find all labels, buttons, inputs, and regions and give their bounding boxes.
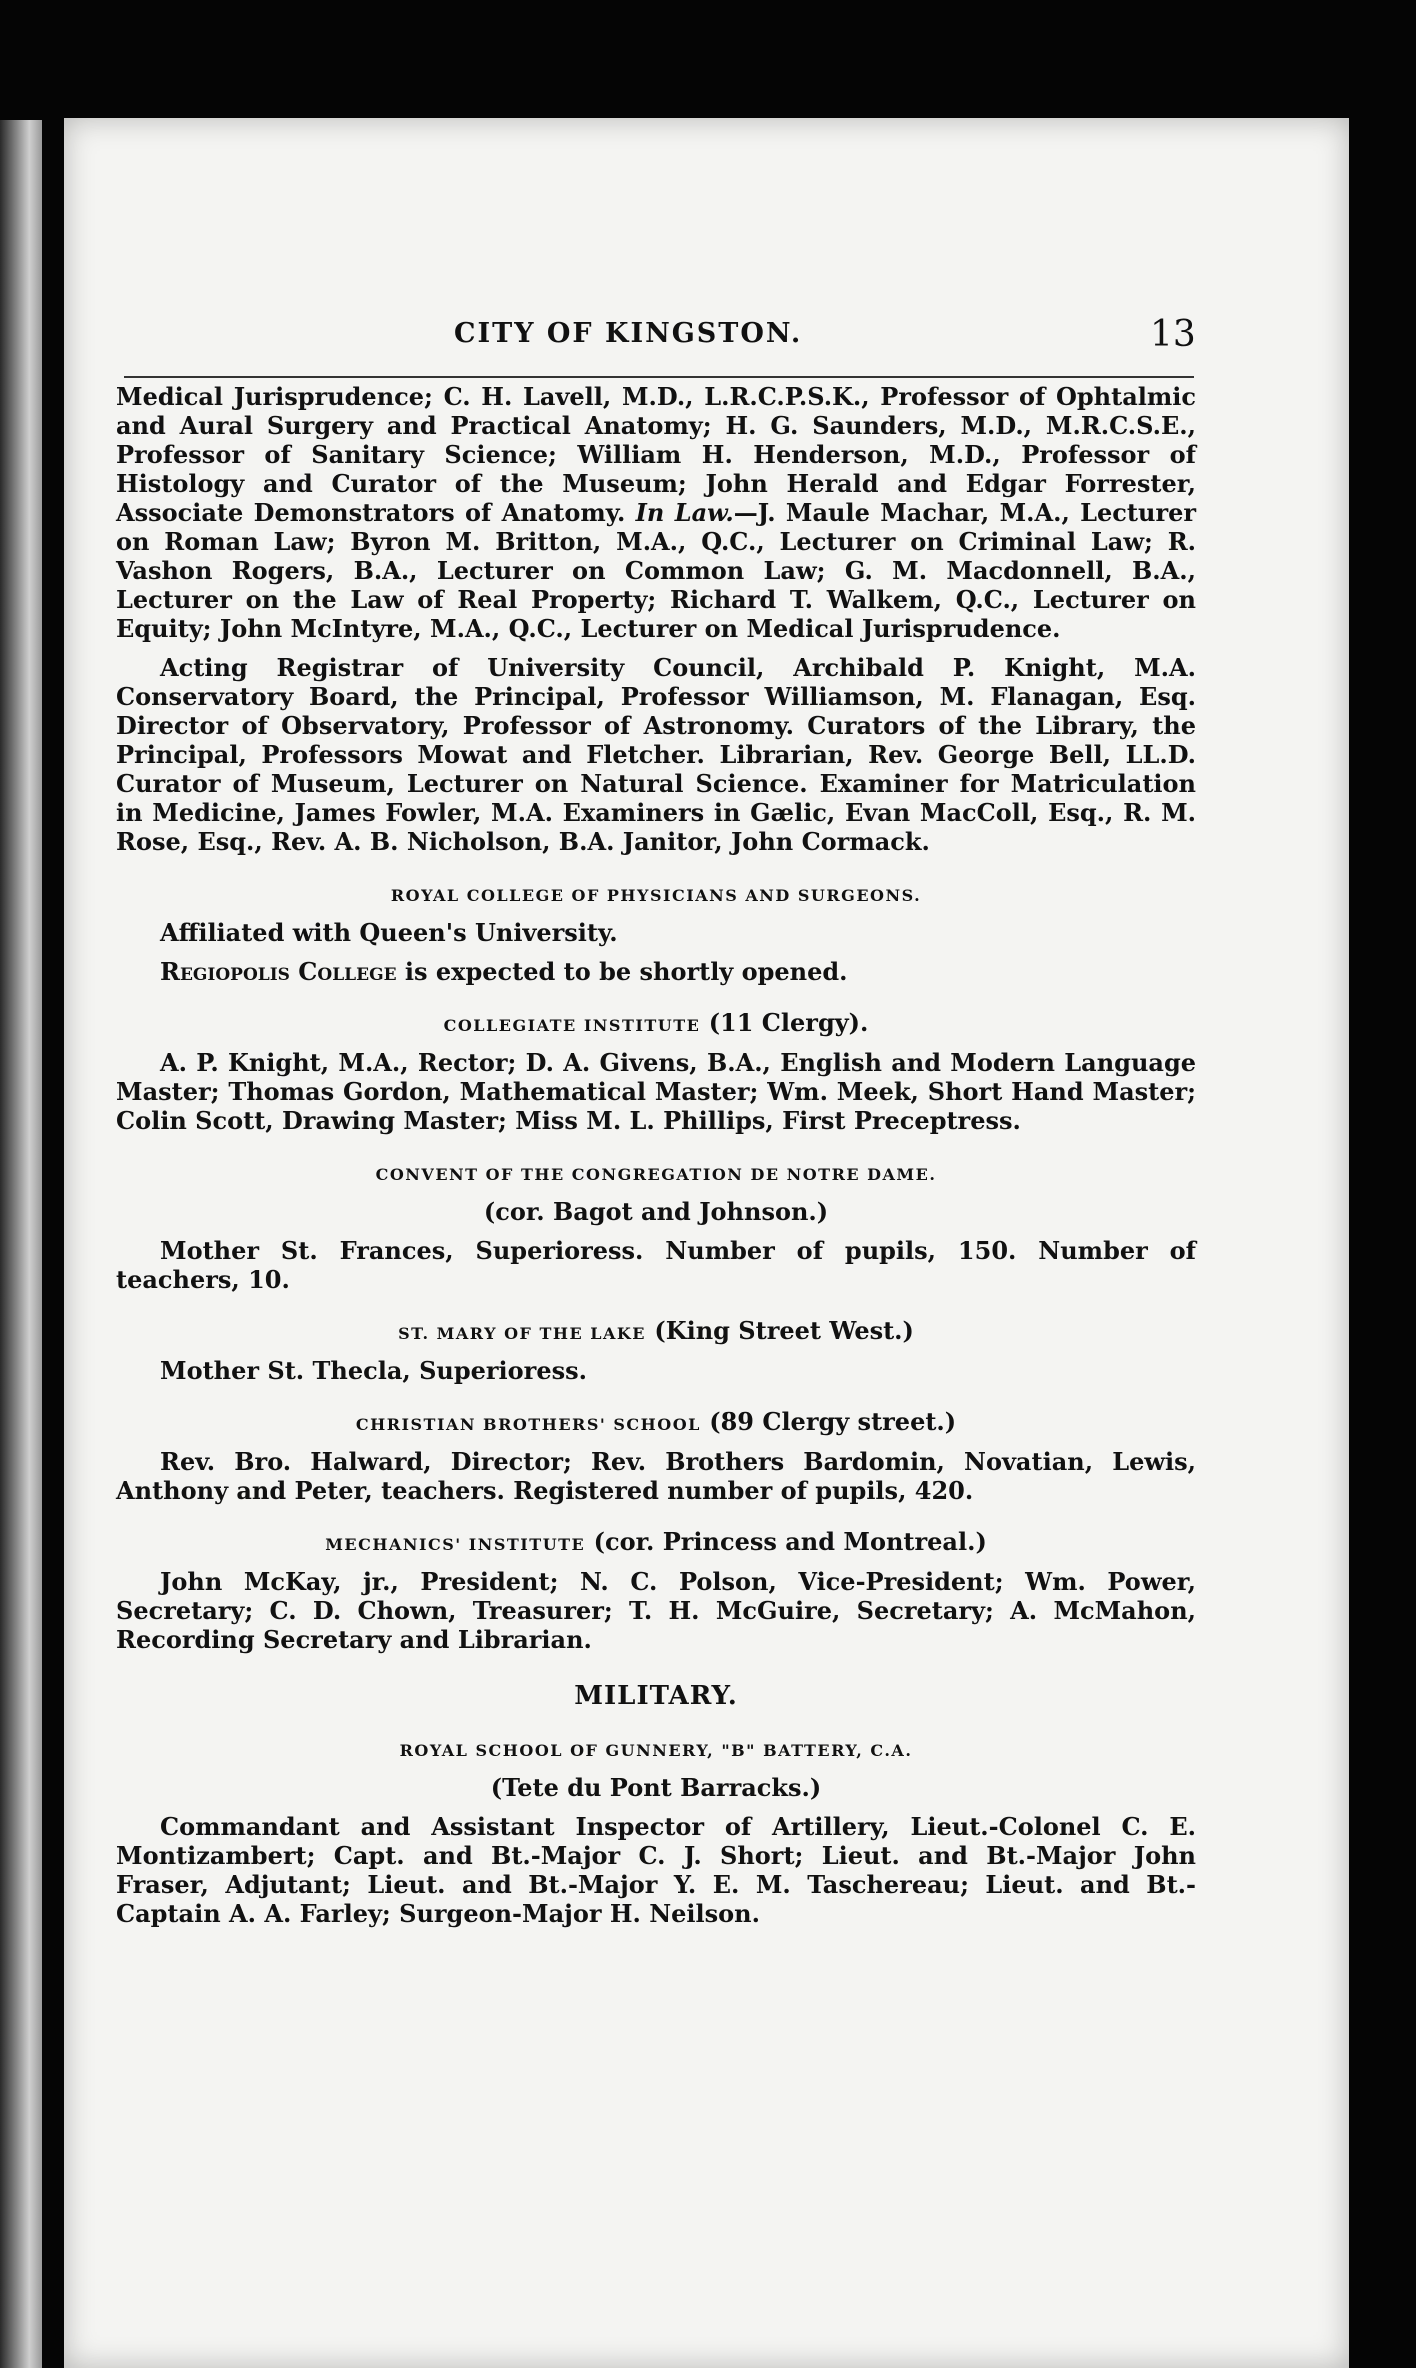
gunnery-title: ROYAL SCHOOL OF GUNNERY, "B" BATTERY, C.A. bbox=[399, 1741, 913, 1760]
christian-brothers-title: CHRISTIAN BROTHERS' SCHOOL bbox=[355, 1415, 701, 1434]
royal-college-affiliation: Affiliated with Queen's University. bbox=[160, 918, 618, 947]
university-officers-paragraph: Acting Registrar of University Council, Archibald P. Knight, M.A. Conservatory Board, the Principal, Professor Williamson, M. Flanagan, Esq. Director of Observatory, Professor of Astronomy. Curators of the Library, the Principal, Professors Mowat and Fletcher. Librarian, Rev. George Bell, LL.D. Curator of Museum, Lecturer on Natural Science. Examiner for Matriculation in Medicine, James Fowler, M.A. Examiners in Gælic, Evan MacColl, Esq., R. M. Rose, Esq., Rev. A. B. Nicholson, B.A. Janitor, John Cormack. bbox=[116, 653, 1196, 856]
christian-brothers-heading bbox=[116, 1407, 1196, 1439]
regiopolis-text: is expected to be shortly opened. bbox=[396, 957, 848, 986]
royal-college-title: ROYAL COLLEGE OF PHYSICIANS AND SURGEONS. bbox=[390, 886, 922, 905]
convent-details: Mother St. Frances, Superioress. Number of pupils, 150. Number of teachers, 10. bbox=[116, 1236, 1196, 1294]
facing-page-edge bbox=[0, 120, 42, 2368]
in-law-label: In Law. bbox=[635, 498, 734, 527]
mechanics-address: (cor. Princess and Montreal.) bbox=[585, 1527, 987, 1556]
royal-college-heading bbox=[116, 878, 1196, 910]
convent-heading bbox=[116, 1157, 1196, 1189]
regiopolis-name: Regiopolis College bbox=[160, 957, 397, 986]
military-title: MILITARY. bbox=[574, 1681, 738, 1711]
mechanics-heading bbox=[116, 1527, 1196, 1559]
st-mary-heading bbox=[116, 1316, 1196, 1348]
collegiate-heading bbox=[116, 1008, 1196, 1040]
gunnery-heading bbox=[116, 1733, 1196, 1765]
faculty-medicine-text: Medical Jurisprudence; C. H. Lavell, M.D., L.R.C.P.S.K., Professor of Ophtalmic and Aural Surgery and Practical Anatomy; H. G. Saunders, M.D., M.R.C.S.E., Professor of Sanitary Science; William H. Henderson, M.D., Professor of Histology and Curator of the Museum; John Herald and Edgar Forrester, Associate Demonstrators of Anatomy. bbox=[116, 382, 1196, 527]
running-head: CITY OF KINGSTON. bbox=[454, 318, 803, 349]
collegiate-staff: A. P. Knight, M.A., Rector; D. A. Givens, B.A., English and Modern Language Master; Thomas Gordon, Mathematical Master; Wm. Meek, Short Hand Master; Colin Scott, Drawing Master; Miss M. L. Phillips, First Preceptress. bbox=[116, 1048, 1196, 1135]
mechanics-title: MECHANICS' INSTITUTE bbox=[325, 1535, 586, 1554]
faculty-law-text: —J. Maule Machar, M.A., Lecturer on Roman Law; Byron M. Britton, M.A., Q.C., Lecturer on Criminal Law; R. Vashon Rogers, B.A., Lecturer on Common Law; G. M. Macdonnell, B.A., Lecturer on the Law of Real Property; Richard T. Walkem, Q.C., Lecturer on Equity; John McIntyre, M.A., Q.C., Lecturer on Medical Jurisprudence. bbox=[116, 498, 1197, 643]
christian-brothers-address: (89 Clergy street.) bbox=[700, 1407, 957, 1436]
gunnery-officers: Commandant and Assistant Inspector of Artillery, Lieut.-Colonel C. E. Montizambert; Capt. and Bt.-Major C. J. Short; Lieut. and Bt.-Major John Fraser, Adjutant; Lieut. and Bt.-Major Y. E. M. Taschereau; Lieut. and Bt.-Captain A. A. Farley; Surgeon-Major H. Neilson. bbox=[116, 1812, 1196, 1928]
page-number: 13 bbox=[1150, 314, 1196, 355]
convent-address: (cor. Bagot and Johnson.) bbox=[483, 1197, 829, 1226]
christian-brothers-details: Rev. Bro. Halward, Director; Rev. Brothers Bardomin, Novatian, Lewis, Anthony and Peter, teachers. Registered number of pupils, 420. bbox=[116, 1447, 1196, 1505]
regiopolis-line bbox=[116, 957, 1196, 986]
book-page bbox=[64, 118, 1349, 2368]
st-mary-title: ST. MARY OF THE LAKE bbox=[398, 1324, 646, 1343]
collegiate-title: COLLEGIATE INSTITUTE bbox=[443, 1016, 701, 1035]
header-rule bbox=[124, 376, 1194, 378]
convent-title: CONVENT OF THE CONGREGATION DE NOTRE DAME. bbox=[375, 1165, 937, 1184]
mechanics-officers: John McKay, jr., President; N. C. Polson, Vice-President; Wm. Power, Secretary; C. D. Chown, Treasurer; T. H. McGuire, Secretary; A. McMahon, Recording Secretary and Librarian. bbox=[116, 1567, 1196, 1654]
st-mary-address: (King Street West.) bbox=[646, 1316, 914, 1345]
gunnery-address: (Tete du Pont Barracks.) bbox=[490, 1773, 822, 1802]
collegiate-address: (11 Clergy). bbox=[700, 1008, 869, 1037]
st-mary-details: Mother St. Thecla, Superioress. bbox=[160, 1356, 587, 1385]
faculty-paragraph bbox=[116, 382, 1196, 643]
page-body bbox=[116, 382, 1196, 1938]
